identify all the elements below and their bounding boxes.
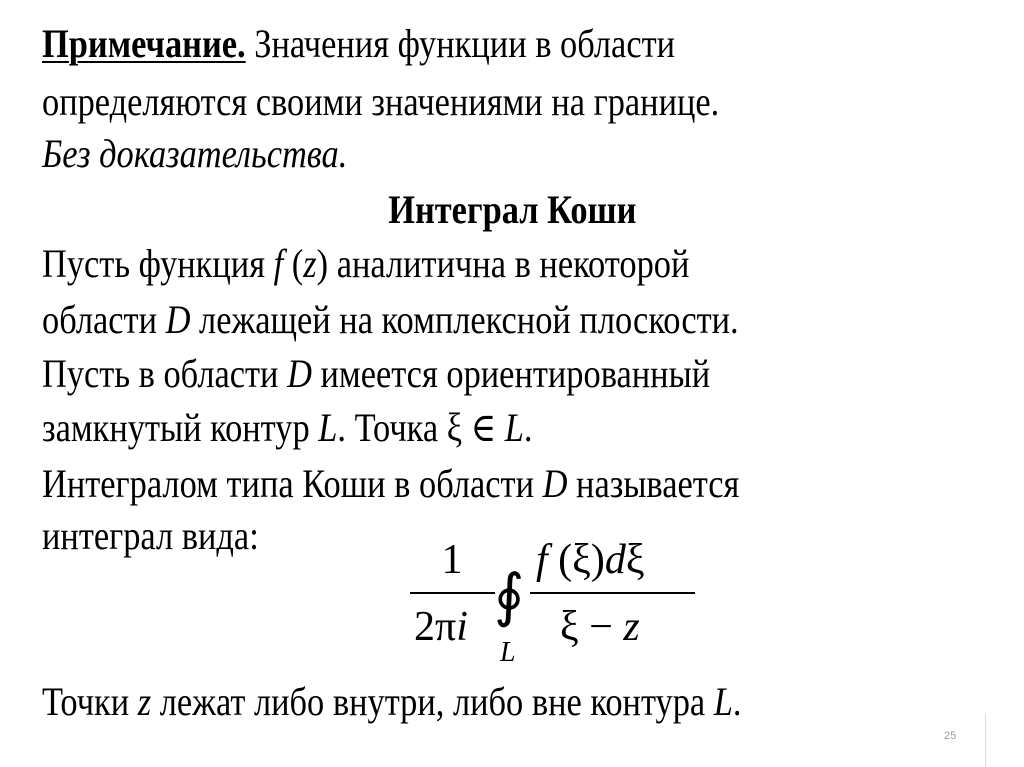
para1-line-1: Пусть функция f (z) аналитична в некоторой [42,241,690,286]
para3-line-2: интеграл вида: [42,513,259,558]
para2-line-1: Пусть в области D имеется ориентированный [42,351,711,396]
formula-two-pi: 2πi [414,604,468,650]
contour-integral-sign: ∮ [494,561,525,629]
note-line-1 [42,20,868,68]
note-line-1-text: Значения функции в области [245,21,676,66]
para2-line-2: замкнутый контур L. Точка ξ ∈ L. [42,405,533,450]
note-label: Примечание. [42,21,246,66]
page-number: 25 [944,730,957,742]
para1-line-2: области D лежащей на комплексной плоскости. [42,297,739,342]
para4-line: Точки z лежат либо внутри, либо вне контура L. [42,679,742,724]
corner-divider [985,713,986,767]
note-line-3: Без доказательства. [42,131,348,176]
formula-one: 1 [441,537,463,583]
formula-denominator: ξ − z [560,604,640,650]
formula-numerator: f (ξ)dξ [536,537,645,583]
note-line-2: определяются своими значениями на границе. [42,79,720,124]
section-heading: Интеграл Коши [387,187,637,232]
para3-line-1: Интегралом типа Коши в области D называется [42,461,740,506]
integral-subscript: L [500,637,516,668]
cauchy-integral-formula [400,525,720,675]
